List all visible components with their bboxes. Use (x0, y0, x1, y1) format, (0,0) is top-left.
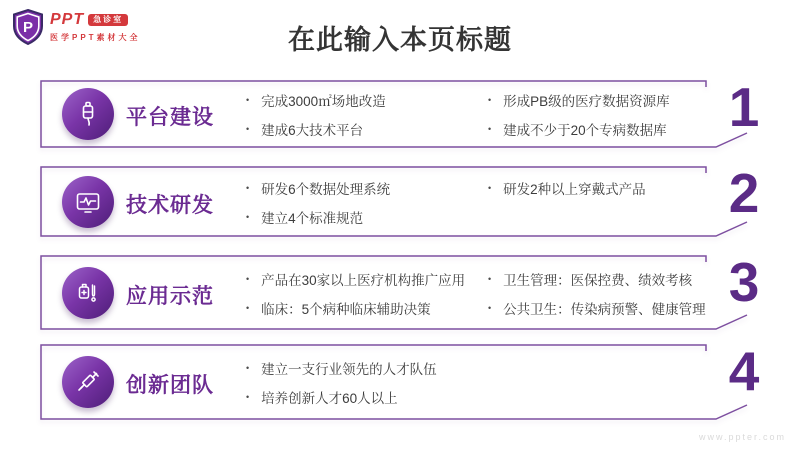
row-icon-circle (62, 176, 114, 228)
bullet-item: • 研发6个数据处理系统 (246, 173, 491, 202)
row-bullets-right (488, 173, 748, 231)
row-bullets-left (246, 173, 491, 231)
row-label: 创新团队 (126, 374, 214, 397)
row-bullets-left (246, 264, 491, 322)
row-bullets-right (488, 353, 748, 411)
svg-text:P: P (22, 19, 34, 36)
row-label: 技术研发 (126, 194, 214, 217)
bullet-item: • 建成6大技术平台 (246, 114, 491, 143)
brand-name: PPT (50, 11, 85, 28)
bullet-item: • 产品在30家以上医疗机构推广应用 (246, 264, 491, 293)
row-number: 3 (728, 251, 760, 313)
bullet-item: • 卫生管理：医保控费、绩效考核 (488, 264, 748, 293)
iv-bag-icon (73, 278, 103, 308)
row-number: 4 (728, 340, 760, 402)
bullet-item: • 建立一支行业领先的人才队伍 (246, 353, 491, 382)
row-icon-circle (62, 88, 114, 140)
page-title: 在此输入本页标题 (288, 25, 512, 55)
section-row-platform (40, 76, 770, 148)
section-row-research (40, 162, 770, 237)
watermark: www.ppter.com (698, 432, 786, 442)
row-number: 2 (728, 162, 760, 224)
brand-subtitle: 医学PPT素材大全 (50, 33, 141, 42)
bullet-item: • 研发2种以上穿戴式产品 (488, 173, 748, 202)
section-row-application (40, 251, 770, 330)
bullet-item: • 临床：5个病种临床辅助决策 (246, 293, 491, 322)
row-icon-circle (62, 356, 114, 408)
ecg-monitor-icon (73, 187, 103, 217)
bullet-item: • 培养创新人才60人以上 (246, 382, 491, 411)
bullet-item: • 完成3000㎡场地改造 (246, 85, 491, 114)
syringe-icon (73, 367, 103, 397)
bullet-item: • 形成PB级的医疗数据资源库 (488, 85, 748, 114)
row-bullets-left (246, 85, 491, 143)
row-number: 1 (728, 76, 760, 138)
iv-drip-icon (73, 99, 103, 129)
brand-badge: 急诊室 (88, 14, 128, 26)
row-label: 应用示范 (126, 285, 214, 308)
bullet-item: • 公共卫生：传染病预警、健康管理 (488, 293, 748, 322)
row-bullets-left (246, 353, 491, 411)
row-label: 平台建设 (126, 106, 214, 129)
row-bullets-right (488, 85, 748, 143)
row-bullets-right (488, 264, 748, 322)
row-icon-circle (62, 267, 114, 319)
bullet-item: • 建成不少于20个专病数据库 (488, 114, 748, 143)
section-row-team (40, 340, 770, 420)
bullet-item: • 建立4个标准规范 (246, 202, 491, 231)
